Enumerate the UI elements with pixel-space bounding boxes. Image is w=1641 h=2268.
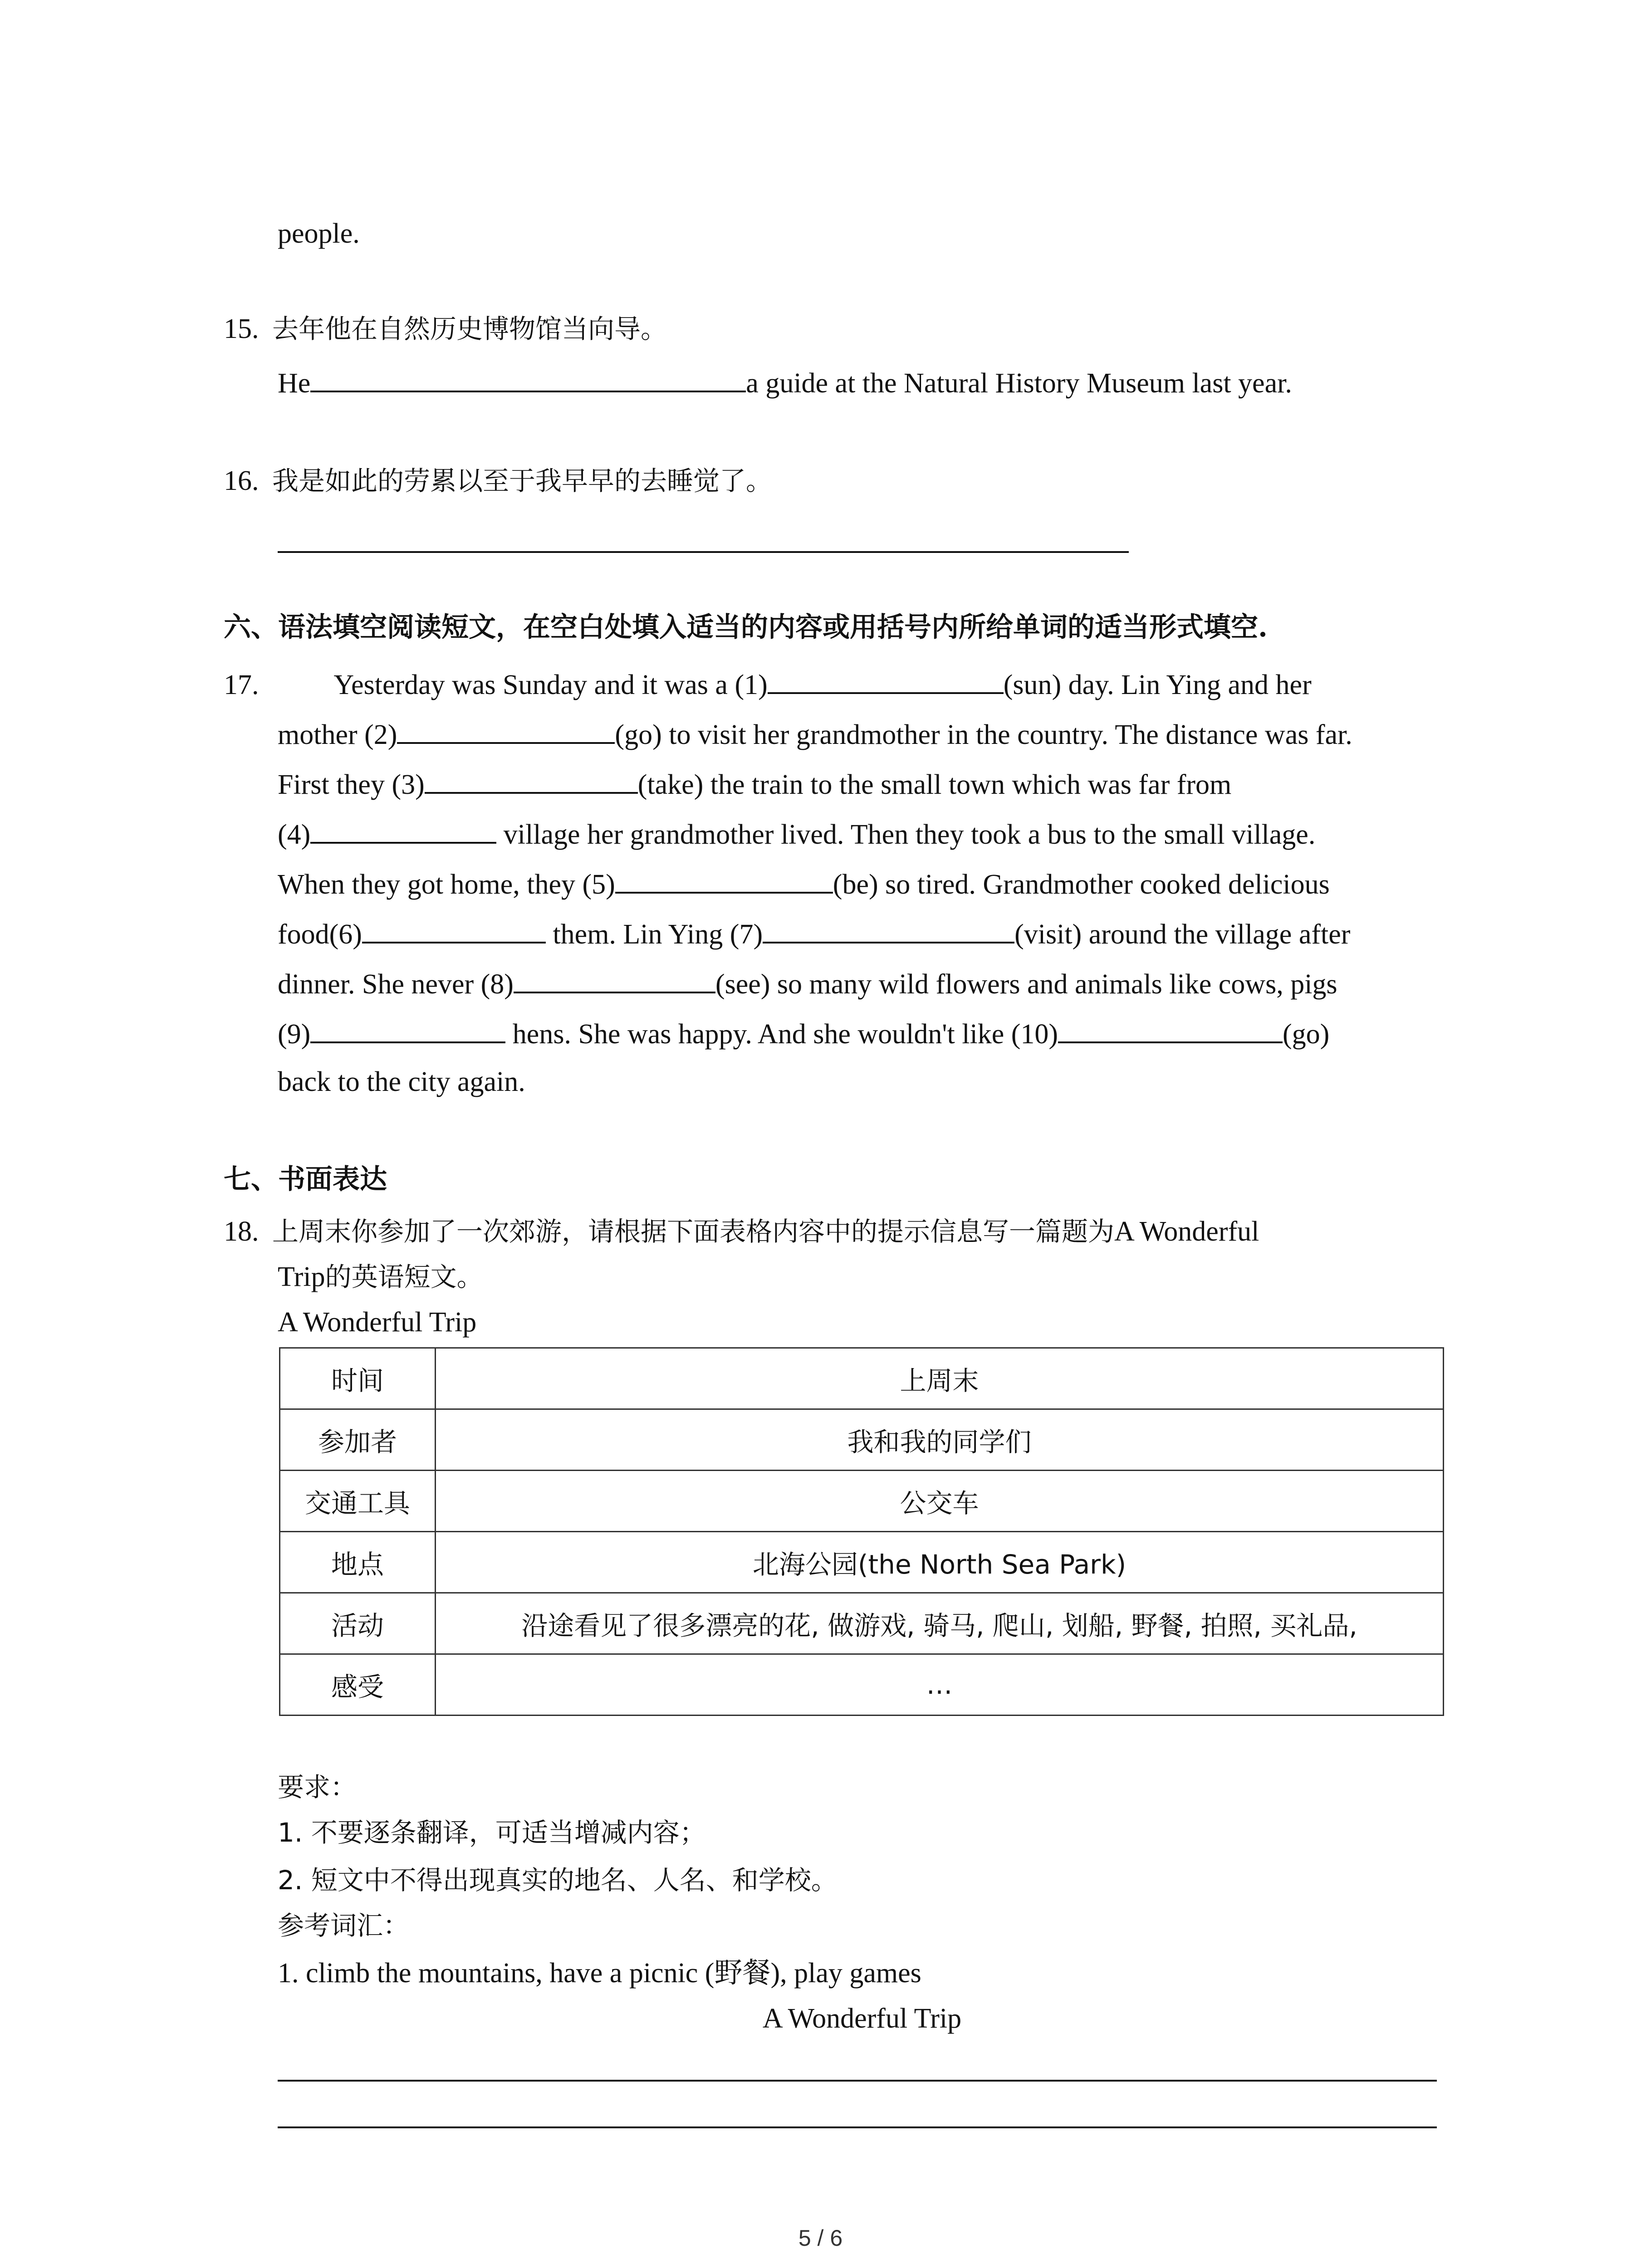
q17-blank-5[interactable] — [615, 866, 833, 894]
q17-blank-3[interactable] — [425, 767, 638, 794]
q17-text: hens. She was happy. And she wouldn't like (10) — [505, 1019, 1058, 1050]
q15-line-2 — [278, 363, 1292, 404]
section6-title: 六、语法填空阅读短文，在空白处填入适当的内容或用括号内所给单词的适当形式填空. — [224, 611, 1268, 643]
table-row — [280, 1532, 1444, 1593]
q17-text: dinner. She never (8) — [278, 969, 514, 1000]
table-value: 上周末 — [436, 1348, 1444, 1409]
section7-title: 七、书面表达 — [224, 1163, 387, 1195]
q17-text: First they (3) — [278, 769, 425, 800]
essay-title: A Wonderful Trip — [762, 2003, 962, 2034]
q18-prompt-cn: 上周末你参加了一次郊游，请根据下面表格内容中的提示信息写一篇题为 — [272, 1216, 1115, 1247]
q15-en-after: a guide at the Natural History Museum last year. — [746, 368, 1292, 399]
q18-prompt-en: A Wonderful — [1114, 1216, 1259, 1247]
q17-blank-4[interactable] — [310, 816, 496, 844]
requirements-title: 要求： — [278, 1772, 357, 1803]
table-row — [280, 1348, 1444, 1409]
q18-line-2 — [278, 1256, 483, 1297]
q17-text: (go) to visit her grandmother in the country. The distance was far. — [615, 719, 1352, 750]
table-value: 我和我的同学们 — [436, 1409, 1444, 1471]
q17-blank-6[interactable] — [362, 916, 546, 943]
table-key: 地点 — [280, 1532, 436, 1593]
q15-blank[interactable] — [310, 365, 746, 392]
q15-number: 15. — [224, 313, 259, 344]
vocab-title: 参考词汇： — [278, 1910, 410, 1941]
trip-info-table — [279, 1347, 1444, 1716]
carry-over-text: people. — [278, 218, 360, 249]
q17-blank-2[interactable] — [397, 717, 615, 744]
table-row — [280, 1593, 1444, 1654]
q17-line-5 — [278, 864, 1330, 905]
q18-prompt-cn: 的英语短文。 — [325, 1261, 483, 1292]
table-row — [280, 1409, 1444, 1471]
q16-answer-line[interactable] — [278, 551, 1129, 553]
requirement-1: 1. 不要逐条翻译，可适当增减内容； — [278, 1817, 706, 1848]
q17-line-7 — [278, 964, 1337, 1005]
q16-chinese: 我是如此的劳累以至于我早早的去睡觉了。 — [272, 465, 773, 496]
q16-number: 16. — [224, 465, 259, 496]
essay-answer-line-1[interactable] — [278, 2080, 1437, 2082]
q17-text: village her grandmother lived. Then they took a bus to the small village. — [496, 819, 1316, 850]
q17-text: mother (2) — [278, 719, 397, 750]
vocab-1: 1. climb the mountains, have a picnic (野餐), play games — [278, 1958, 921, 1989]
q17-text: (see) so many wild flowers and animals like cows, pigs — [715, 969, 1337, 1000]
q17-text: (sun) day. Lin Ying and her — [1003, 670, 1312, 700]
table-row — [280, 1471, 1444, 1532]
q17-text: (visit) around the village after — [1014, 919, 1351, 950]
q17-text: food(6) — [278, 919, 362, 950]
q17-blank-10[interactable] — [1058, 1016, 1283, 1043]
q17-text: Yesterday was Sunday and it was a (1) — [333, 670, 768, 700]
q17-line-1 — [224, 665, 1312, 705]
q17-line-9: back to the city again. — [278, 1066, 525, 1097]
q17-line-4 — [278, 814, 1315, 855]
q18-table-title: A Wonderful Trip — [278, 1307, 477, 1338]
q17-text: (take) the train to the small town which was far from — [637, 769, 1232, 800]
page-number: 5 / 6 — [798, 2225, 843, 2251]
q17-blank-1[interactable] — [768, 667, 1004, 694]
table-row — [280, 1654, 1444, 1716]
table-key: 参加者 — [280, 1409, 436, 1471]
q17-number: 17. — [224, 670, 259, 700]
q18-line-1 — [224, 1211, 1259, 1252]
q15-chinese: 去年他在自然历史博物馆当向导。 — [272, 313, 667, 344]
q17-text: When they got home, they (5) — [278, 869, 615, 900]
essay-answer-line-2[interactable] — [278, 2126, 1437, 2128]
q17-text: (go) — [1283, 1019, 1330, 1050]
q18-prompt-en: Trip — [278, 1261, 325, 1292]
q17-line-3 — [278, 764, 1231, 805]
q17-blank-9[interactable] — [310, 1016, 505, 1043]
q17-line-6 — [278, 914, 1350, 955]
table-key: 交通工具 — [280, 1471, 436, 1532]
q17-text: (4) — [278, 819, 311, 850]
table-value: 公交车 — [436, 1471, 1444, 1532]
q17-text: them. Lin Ying (7) — [545, 919, 763, 950]
q15-line-1 — [224, 308, 667, 349]
q17-line-2 — [278, 714, 1352, 755]
q17-line-8 — [278, 1014, 1329, 1055]
q16-line-1 — [224, 460, 772, 501]
q17-blank-7[interactable] — [763, 916, 1014, 943]
requirement-2: 2. 短文中不得出现真实的地名、人名、和学校。 — [278, 1865, 838, 1896]
q17-text: (be) so tired. Grandmother cooked delicious — [833, 869, 1330, 900]
table-value: … — [436, 1654, 1444, 1716]
q17-text: (9) — [278, 1019, 311, 1050]
table-key: 时间 — [280, 1348, 436, 1409]
q15-en-before: He — [278, 368, 311, 399]
table-value: 沿途看见了很多漂亮的花, 做游戏, 骑马, 爬山, 划船, 野餐, 拍照, 买礼品, — [436, 1593, 1444, 1654]
table-key: 感受 — [280, 1654, 436, 1716]
q18-number: 18. — [224, 1216, 259, 1247]
table-key: 活动 — [280, 1593, 436, 1654]
table-value: 北海公园(the North Sea Park) — [436, 1532, 1444, 1593]
q17-blank-8[interactable] — [514, 966, 715, 993]
